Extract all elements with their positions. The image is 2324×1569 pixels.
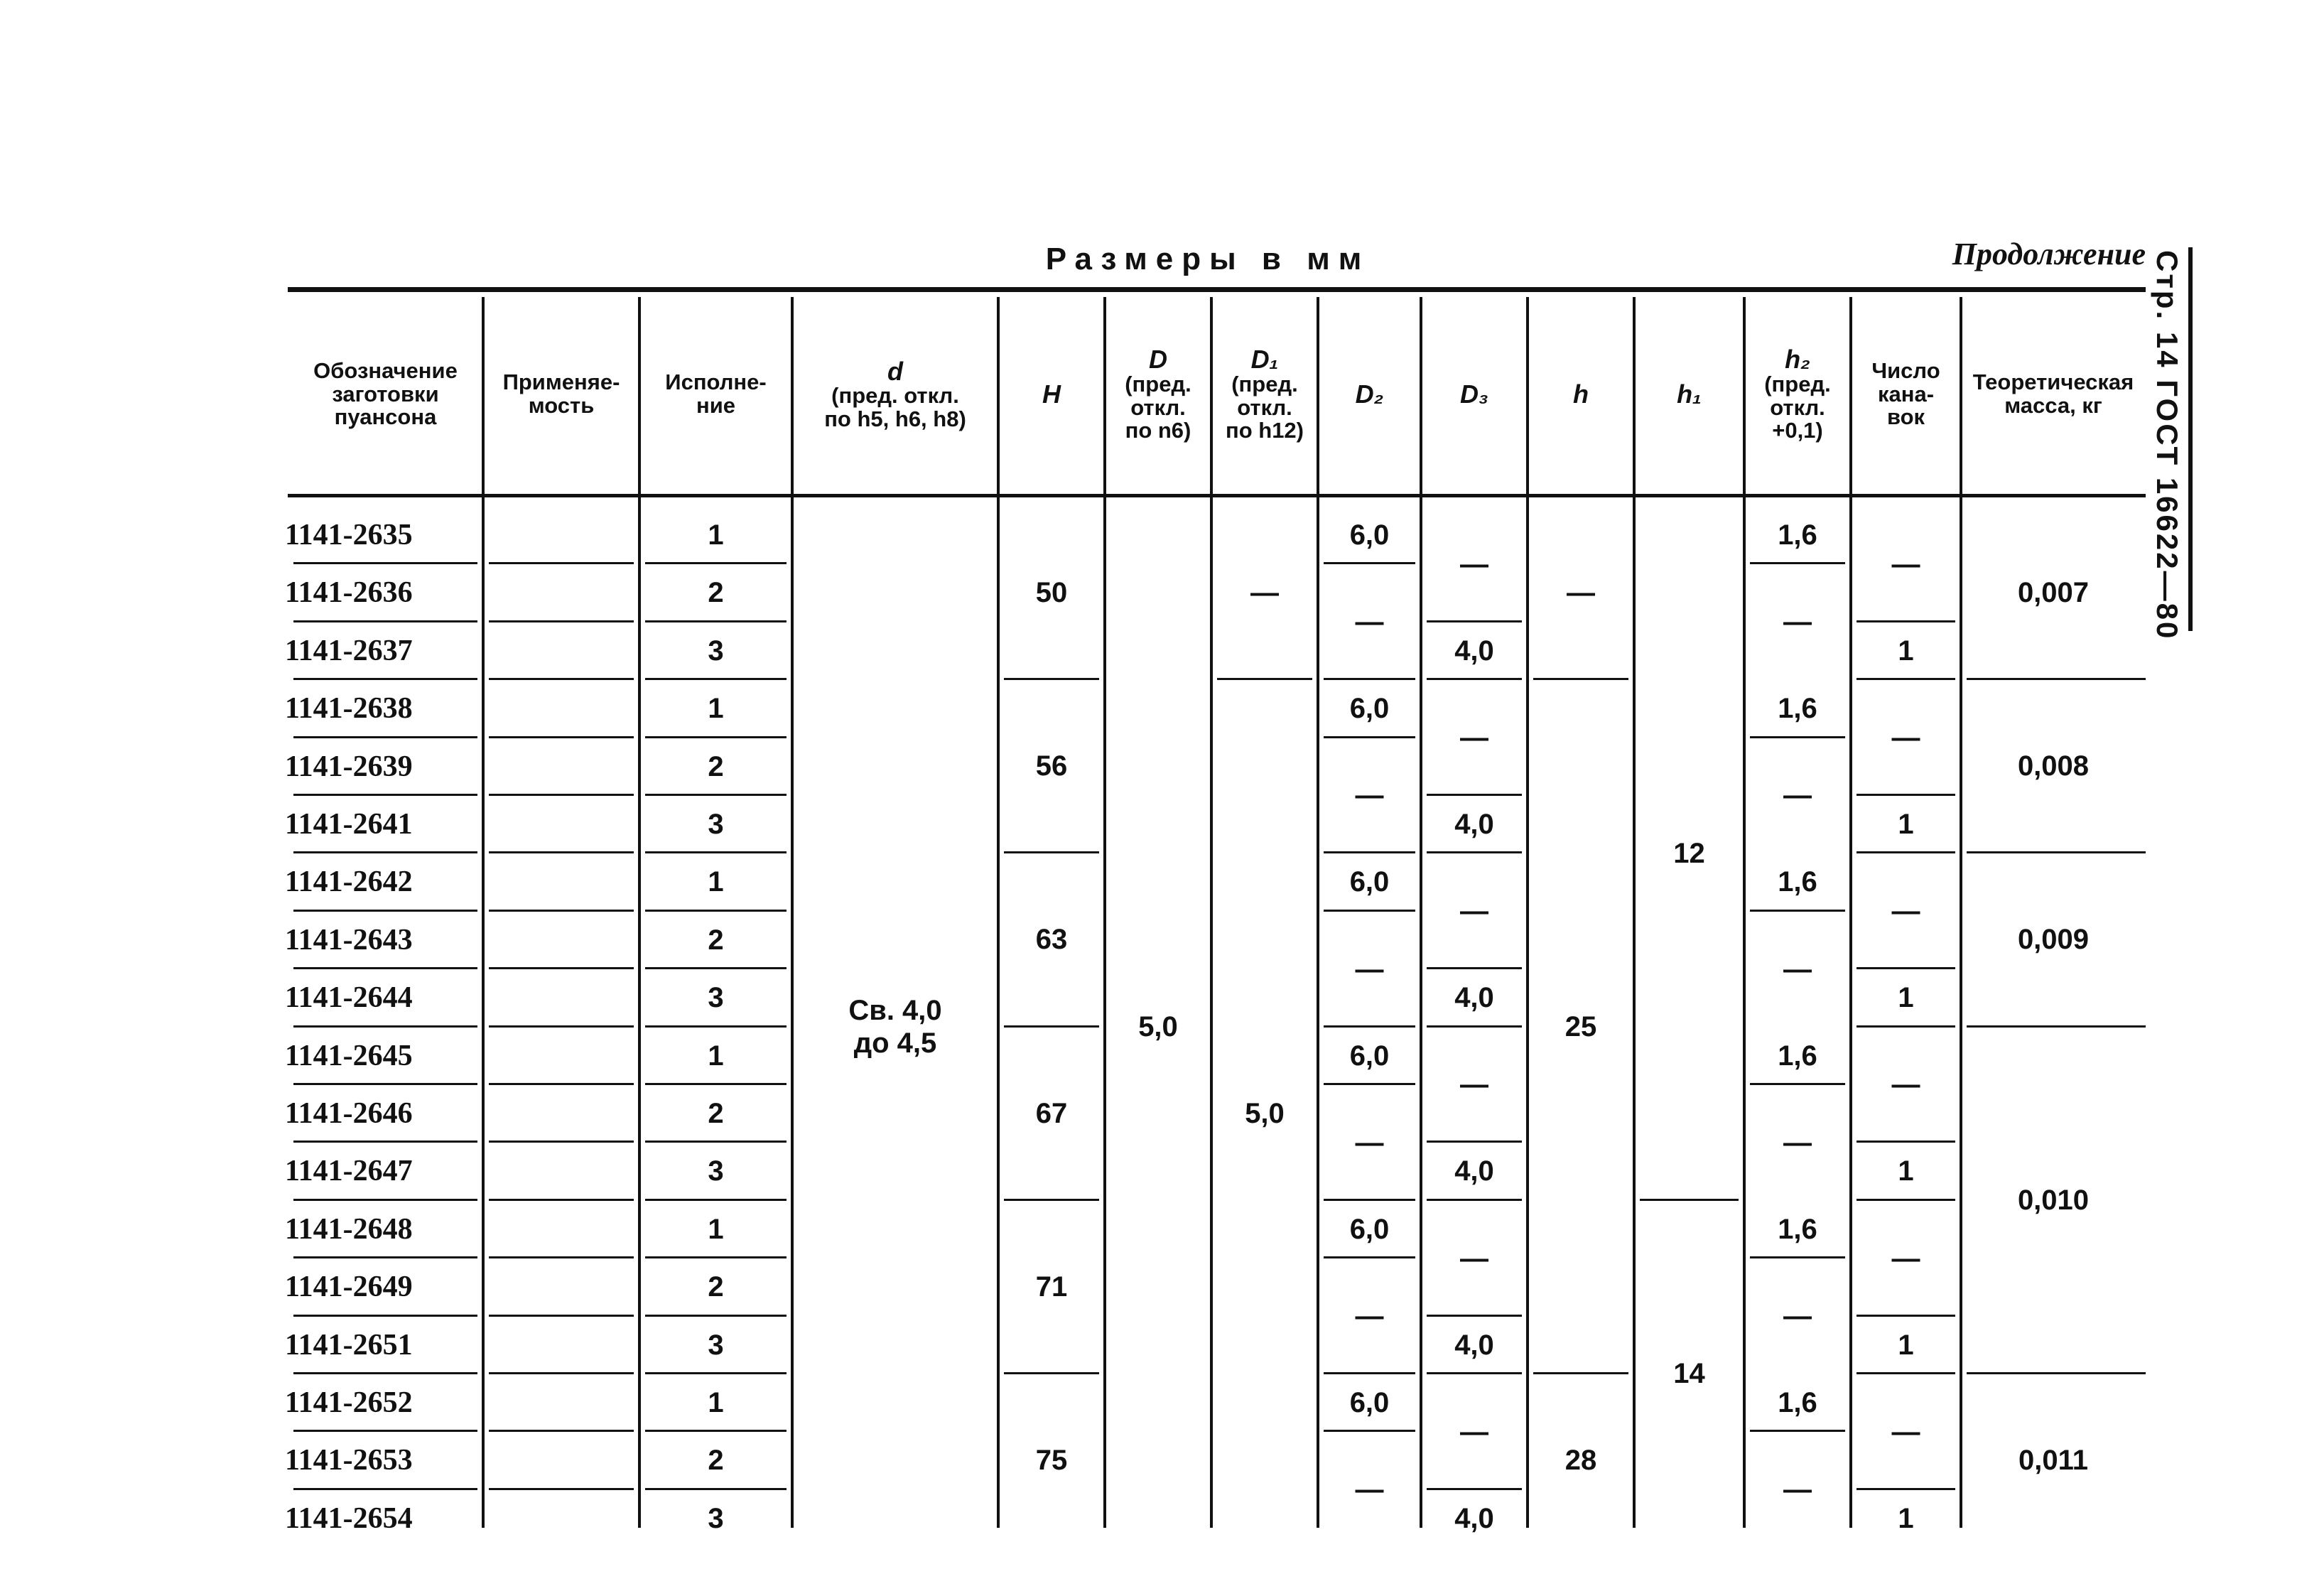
- table-row-code: 1141-2649: [285, 1270, 413, 1303]
- group-divider: [1427, 1199, 1522, 1201]
- group-divider: [1427, 1372, 1522, 1374]
- version-cell: 2: [708, 750, 724, 782]
- row-divider: [489, 1083, 634, 1085]
- group-divider: [1857, 1372, 1955, 1374]
- version-cell: 1: [708, 866, 724, 897]
- column-header-label: (пред. откл. по h12): [1225, 372, 1304, 443]
- version-cell: 3: [708, 1155, 724, 1187]
- group-divider: [1857, 1199, 1955, 1201]
- D3-value-cell: —: [1460, 1242, 1488, 1274]
- D3-value-cell: 4,0: [1454, 1502, 1494, 1534]
- H-value-cell: 67: [1035, 1098, 1068, 1129]
- D2-value-cell: —: [1355, 1300, 1384, 1332]
- row-divider: [489, 967, 634, 969]
- column-header-symbol: D₃: [1460, 379, 1488, 409]
- row-divider: [489, 794, 634, 796]
- column-header-label: Исполне- ние: [665, 370, 767, 418]
- page-side-label: Стр. 14 ГОСТ 16622—80: [2151, 250, 2184, 641]
- h2-value-cell: —: [1783, 605, 1812, 637]
- group-divider: [1857, 678, 1955, 680]
- grooves-value-cell: —: [1891, 1416, 1920, 1447]
- d-value-cell: Св. 4,0 до 4,5: [848, 994, 942, 1059]
- column-header: [1854, 298, 1958, 490]
- column-header-content: [1764, 346, 1831, 442]
- row-divider: [1324, 562, 1415, 564]
- row-divider: [1324, 1256, 1415, 1258]
- h2-value-cell: 1,6: [1778, 866, 1817, 897]
- h2-value-cell: —: [1783, 1473, 1812, 1505]
- grooves-value-cell: —: [1891, 895, 1920, 927]
- column-header-symbol: d: [887, 356, 903, 386]
- header-bottom-rule: [288, 494, 2146, 497]
- table-row-code: 1141-2653: [285, 1443, 413, 1477]
- column-header: [1530, 298, 1631, 490]
- D2-value-cell: —: [1355, 779, 1384, 811]
- D2-value-cell: —: [1355, 1126, 1384, 1158]
- D2-value-cell: —: [1355, 605, 1384, 637]
- column-header: [291, 298, 480, 490]
- D3-value-cell: 4,0: [1454, 981, 1494, 1013]
- D3-value-cell: 4,0: [1454, 808, 1494, 840]
- row-divider: [1324, 910, 1415, 912]
- table-row-code: 1141-2642: [285, 865, 413, 898]
- D3-value-cell: —: [1460, 1416, 1488, 1447]
- group-divider: [1427, 1025, 1522, 1028]
- h-value-cell: 25: [1564, 1010, 1597, 1042]
- column-header-symbol: D: [1148, 345, 1167, 374]
- continuation-label: Продолжение: [1952, 237, 2146, 271]
- group-divider: [1857, 1025, 1955, 1028]
- version-cell: 1: [708, 1213, 724, 1245]
- grooves-value-cell: 1: [1898, 1502, 1914, 1534]
- grooves-value-cell: —: [1891, 548, 1920, 580]
- column-header-symbol: D₂: [1355, 379, 1384, 409]
- version-cell: 2: [708, 576, 724, 608]
- table-row-code: 1141-2638: [285, 691, 413, 725]
- D2-value-cell: —: [1355, 1473, 1384, 1505]
- column-header-label: (пред. откл. по h5, h6, h8): [824, 383, 966, 431]
- h2-value-cell: —: [1783, 1126, 1812, 1158]
- D2-value-cell: 6,0: [1349, 866, 1390, 897]
- row-divider: [489, 851, 634, 853]
- column-header: [1747, 298, 1848, 490]
- column-header: [486, 298, 637, 490]
- D3-value-cell: —: [1460, 721, 1488, 753]
- table-row-code: 1141-2652: [285, 1386, 413, 1419]
- table-row-code: 1141-2639: [285, 750, 413, 783]
- column-header-content: [665, 371, 766, 417]
- table-row-code: 1141-2644: [285, 981, 413, 1014]
- row-divider: [1750, 1430, 1845, 1432]
- grooves-value-cell: 1: [1898, 808, 1914, 840]
- group-divider: [1427, 678, 1522, 680]
- group-divider: [1857, 851, 1955, 853]
- D3-value-cell: —: [1460, 548, 1488, 580]
- h2-value-cell: —: [1783, 953, 1812, 985]
- column-header: [642, 298, 789, 490]
- row-divider: [489, 562, 634, 564]
- column-header-content: [824, 358, 966, 431]
- version-cell: 1: [708, 519, 724, 551]
- column-header-label: Теоретическая масса, кг: [1972, 370, 2134, 418]
- column-divider: [482, 297, 485, 1528]
- side-rule: [2188, 247, 2193, 631]
- D2-value-cell: 6,0: [1349, 692, 1390, 724]
- row-divider: [1750, 1083, 1845, 1085]
- H-value-cell: 75: [1035, 1445, 1068, 1476]
- column-header: [1108, 298, 1209, 490]
- h-value-cell: 28: [1564, 1445, 1597, 1476]
- mass-value-cell: 0,010: [2017, 1185, 2090, 1216]
- table-row-code: 1141-2641: [285, 807, 413, 841]
- column-header-label: Применяе- мость: [502, 370, 620, 418]
- column-header-symbol: h₂: [1785, 345, 1810, 374]
- table-row-code: 1141-2637: [285, 634, 413, 667]
- column-header-content: [1871, 360, 1940, 429]
- mass-value-cell: 0,007: [2017, 577, 2090, 608]
- table-row-code: 1141-2645: [285, 1039, 413, 1072]
- mass-value-cell: 0,008: [2017, 750, 2090, 782]
- row-divider: [489, 910, 634, 912]
- table-top-rule: [288, 287, 2146, 292]
- row-divider: [1750, 1256, 1845, 1258]
- table-row-code: 1141-2636: [285, 576, 413, 609]
- page-title: Размеры в мм: [1045, 242, 1371, 276]
- version-cell: 1: [708, 1040, 724, 1072]
- row-divider: [489, 620, 634, 622]
- D3-value-cell: —: [1460, 1068, 1488, 1100]
- column-header-symbol: h: [1573, 379, 1589, 409]
- H-value-cell: 63: [1035, 924, 1068, 955]
- table-row-code: 1141-2651: [285, 1328, 413, 1362]
- row-divider: [489, 1372, 634, 1374]
- version-cell: 1: [708, 1386, 724, 1418]
- column-header-content: [1460, 381, 1488, 408]
- version-cell: 3: [708, 635, 724, 667]
- h2-value-cell: 1,6: [1778, 519, 1817, 551]
- column-header: [1424, 298, 1525, 490]
- D2-value-cell: 6,0: [1349, 1386, 1390, 1418]
- h2-value-cell: —: [1783, 1300, 1812, 1332]
- grooves-value-cell: —: [1891, 721, 1920, 753]
- h2-value-cell: 1,6: [1778, 692, 1817, 724]
- column-header-content: [1677, 381, 1702, 408]
- row-divider: [1750, 562, 1845, 564]
- table-row-code: 1141-2646: [285, 1096, 413, 1130]
- D-value-cell: 5,0: [1138, 1010, 1178, 1042]
- H-value-cell: 71: [1035, 1271, 1068, 1303]
- column-header-label: (пред. откл. по n6): [1125, 372, 1191, 443]
- row-divider: [489, 1488, 634, 1490]
- version-cell: 3: [708, 808, 724, 840]
- column-header-content: [1573, 381, 1589, 408]
- version-cell: 3: [708, 1502, 724, 1534]
- h2-value-cell: 1,6: [1778, 1040, 1817, 1072]
- column-header: [1001, 298, 1102, 490]
- h2-value-cell: 1,6: [1778, 1213, 1817, 1245]
- row-divider: [489, 1025, 634, 1028]
- row-divider: [489, 1199, 634, 1201]
- h2-value-cell: 1,6: [1778, 1386, 1817, 1418]
- D3-value-cell: 4,0: [1454, 635, 1494, 667]
- version-cell: 3: [708, 1329, 724, 1361]
- D2-value-cell: —: [1355, 953, 1384, 985]
- grooves-value-cell: —: [1891, 1068, 1920, 1100]
- D2-value-cell: 6,0: [1349, 1040, 1390, 1072]
- row-divider: [489, 1430, 634, 1432]
- column-header-label: Обозначение заготовки пуансона: [313, 358, 458, 430]
- H-value-cell: 56: [1035, 750, 1068, 782]
- version-cell: 2: [708, 1271, 724, 1303]
- row-divider: [1750, 736, 1845, 738]
- column-header-content: [503, 371, 620, 417]
- grooves-value-cell: 1: [1898, 1329, 1914, 1361]
- mass-value-cell: 0,011: [2018, 1445, 2088, 1476]
- column-header-content: [1356, 381, 1384, 408]
- grooves-value-cell: 1: [1898, 1155, 1914, 1187]
- version-cell: 2: [708, 924, 724, 956]
- row-divider: [489, 1141, 634, 1143]
- column-header: [1321, 298, 1418, 490]
- D3-value-cell: 4,0: [1454, 1329, 1494, 1361]
- column-header-symbol: H: [1042, 379, 1061, 409]
- column-header: [1214, 298, 1315, 490]
- column-header-symbol: D₁: [1250, 345, 1279, 374]
- table-row-code: 1141-2648: [285, 1212, 413, 1246]
- column-header: [795, 298, 995, 490]
- column-header-content: [1042, 381, 1061, 408]
- H-value-cell: 50: [1035, 577, 1068, 608]
- column-header-content: [1226, 346, 1304, 442]
- D1-value-cell: —: [1250, 577, 1279, 608]
- grooves-value-cell: 1: [1898, 981, 1914, 1013]
- row-divider: [489, 736, 634, 738]
- column-header: [1637, 298, 1741, 490]
- D3-value-cell: —: [1460, 895, 1488, 927]
- version-cell: 1: [708, 692, 724, 724]
- D2-value-cell: 6,0: [1349, 1213, 1390, 1245]
- D3-value-cell: 4,0: [1454, 1155, 1494, 1187]
- row-divider: [1324, 1430, 1415, 1432]
- D1-value-cell: 5,0: [1245, 1097, 1285, 1129]
- row-divider: [1324, 736, 1415, 738]
- row-divider: [489, 1315, 634, 1317]
- table-row-code: 1141-2654: [285, 1501, 413, 1535]
- mass-value-cell: 0,009: [2017, 924, 2090, 955]
- column-header-label: (пред. откл. +0,1): [1764, 372, 1831, 443]
- table-row-code: 1141-2643: [285, 923, 413, 956]
- table-row-code: 1141-2647: [285, 1154, 413, 1187]
- column-header-content: [313, 360, 458, 429]
- row-divider: [1324, 1083, 1415, 1085]
- version-cell: 3: [708, 981, 724, 1013]
- h2-value-cell: —: [1783, 779, 1812, 811]
- version-cell: 2: [708, 1444, 724, 1476]
- D2-value-cell: 6,0: [1349, 519, 1390, 551]
- column-header-content: [1973, 371, 2134, 417]
- column-header-content: [1125, 346, 1191, 442]
- row-divider: [489, 678, 634, 680]
- group-divider: [1427, 851, 1522, 853]
- h1-value-cell: 12: [1673, 837, 1705, 869]
- column-header: [1964, 298, 2143, 490]
- column-header-symbol: h₁: [1677, 379, 1702, 409]
- grooves-value-cell: 1: [1898, 635, 1914, 667]
- h1-value-cell: 14: [1673, 1358, 1705, 1389]
- table-row-code: 1141-2635: [285, 518, 413, 551]
- grooves-value-cell: —: [1891, 1242, 1920, 1274]
- version-cell: 2: [708, 1097, 724, 1129]
- h-value-cell: —: [1567, 577, 1595, 608]
- row-divider: [1750, 910, 1845, 912]
- row-divider: [489, 1256, 634, 1258]
- column-header-label: Число кана- вок: [1871, 358, 1940, 430]
